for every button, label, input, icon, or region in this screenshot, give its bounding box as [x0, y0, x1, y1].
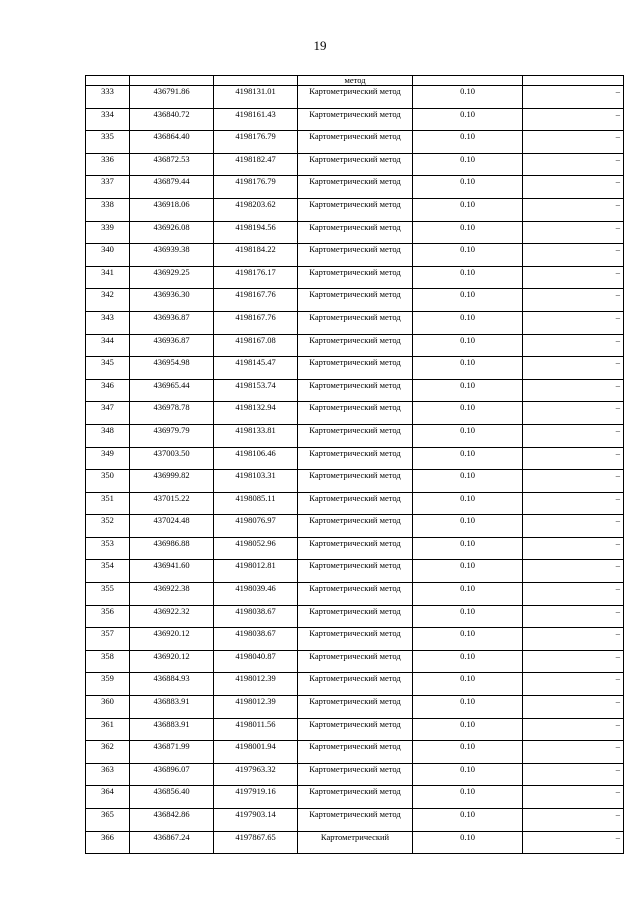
cell-description: – — [523, 221, 624, 244]
cell-y: 4198001.94 — [214, 741, 298, 764]
cell-accuracy: 0.10 — [413, 266, 523, 289]
cell-x: 436978.78 — [130, 402, 214, 425]
cell-x: 436920.12 — [130, 628, 214, 651]
cell-number: 349 — [86, 447, 130, 470]
cell-description: – — [523, 266, 624, 289]
cell-method: Картометрический метод — [298, 718, 413, 741]
cell-accuracy: 0.10 — [413, 131, 523, 154]
cell-y: 4198194.56 — [214, 221, 298, 244]
cell-x: 436840.72 — [130, 108, 214, 131]
cell-x: 436791.86 — [130, 86, 214, 109]
cell-description: – — [523, 424, 624, 447]
cell-method: Картометрический метод — [298, 470, 413, 493]
cell-description: – — [523, 289, 624, 312]
cell-x: 437024.48 — [130, 515, 214, 538]
cell-description: – — [523, 357, 624, 380]
cell-method: Картометрический метод — [298, 289, 413, 312]
cell-number: 350 — [86, 470, 130, 493]
cell-number: 353 — [86, 537, 130, 560]
cell-number: 360 — [86, 696, 130, 719]
table-row — [86, 402, 624, 425]
cell-y: 4198132.94 — [214, 402, 298, 425]
table-row — [86, 560, 624, 583]
cell-accuracy: 0.10 — [413, 515, 523, 538]
cell-accuracy: 0.10 — [413, 650, 523, 673]
cell-number: 337 — [86, 176, 130, 199]
cell-number: 361 — [86, 718, 130, 741]
cell-method: Картометрический метод — [298, 696, 413, 719]
cell-accuracy: 0.10 — [413, 357, 523, 380]
cell-number: 351 — [86, 492, 130, 515]
cell-accuracy: 0.10 — [413, 696, 523, 719]
cell-y: 4198103.31 — [214, 470, 298, 493]
cell-method: Картометрический метод — [298, 176, 413, 199]
cell-x: 436856.40 — [130, 786, 214, 809]
cell-x: 436939.38 — [130, 244, 214, 267]
cell-y: 4198038.67 — [214, 628, 298, 651]
cell-x: 436965.44 — [130, 379, 214, 402]
table-row — [86, 515, 624, 538]
cell-description: – — [523, 470, 624, 493]
table-row — [86, 718, 624, 741]
cell-x: 436926.08 — [130, 221, 214, 244]
cell-y: 4198167.76 — [214, 311, 298, 334]
table-row — [86, 763, 624, 786]
cell-number — [86, 76, 130, 86]
table-row — [86, 108, 624, 131]
cell-y: 4198011.56 — [214, 718, 298, 741]
cell-y: 4198106.46 — [214, 447, 298, 470]
table-row — [86, 831, 624, 854]
table-row — [86, 650, 624, 673]
table-row — [86, 673, 624, 696]
cell-y: 4198039.46 — [214, 583, 298, 606]
cell-description: – — [523, 673, 624, 696]
table-row — [86, 786, 624, 809]
continuation-row — [86, 76, 624, 86]
cell-y: 4198038.67 — [214, 605, 298, 628]
cell-description: – — [523, 605, 624, 628]
cell-method: Картометрический метод — [298, 628, 413, 651]
cell-number: 362 — [86, 741, 130, 764]
cell-method: Картометрический метод — [298, 379, 413, 402]
cell-accuracy: 0.10 — [413, 289, 523, 312]
cell-method: Картометрический метод — [298, 108, 413, 131]
cell-accuracy: 0.10 — [413, 244, 523, 267]
cell-y: 4197963.32 — [214, 763, 298, 786]
cell-number: 343 — [86, 311, 130, 334]
table-row — [86, 86, 624, 109]
cell-method: Картометрический метод — [298, 741, 413, 764]
cell-number: 346 — [86, 379, 130, 402]
cell-description: – — [523, 334, 624, 357]
cell-description: – — [523, 696, 624, 719]
table-row — [86, 176, 624, 199]
cell-x: 436936.30 — [130, 289, 214, 312]
cell-number: 366 — [86, 831, 130, 854]
cell-description: – — [523, 628, 624, 651]
cell-description: – — [523, 153, 624, 176]
cell-y: 4198012.39 — [214, 696, 298, 719]
coordinates-table — [85, 75, 624, 854]
cell-accuracy: 0.10 — [413, 86, 523, 109]
cell-number: 355 — [86, 583, 130, 606]
cell-x: 436999.82 — [130, 470, 214, 493]
cell-accuracy: 0.10 — [413, 741, 523, 764]
cell-method: Картометрический метод — [298, 650, 413, 673]
cell-description: – — [523, 379, 624, 402]
cell-description: – — [523, 402, 624, 425]
cell-accuracy: 0.10 — [413, 379, 523, 402]
cell-accuracy: 0.10 — [413, 673, 523, 696]
cell-description: – — [523, 244, 624, 267]
cell-x — [130, 76, 214, 86]
cell-number: 365 — [86, 809, 130, 832]
cell-description: – — [523, 108, 624, 131]
cell-description: – — [523, 515, 624, 538]
coordinates-table-body — [86, 76, 624, 854]
table-row — [86, 311, 624, 334]
cell-x: 436864.40 — [130, 131, 214, 154]
cell-y: 4198153.74 — [214, 379, 298, 402]
cell-y: 4198076.97 — [214, 515, 298, 538]
cell-y: 4198184.22 — [214, 244, 298, 267]
table-row — [86, 492, 624, 515]
table-row — [86, 605, 624, 628]
cell-accuracy: 0.10 — [413, 108, 523, 131]
cell-number: 335 — [86, 131, 130, 154]
table-row — [86, 131, 624, 154]
cell-method: Картометрический метод — [298, 424, 413, 447]
cell-y: 4197903.14 — [214, 809, 298, 832]
cell-accuracy: 0.10 — [413, 492, 523, 515]
cell-method: Картометрический метод — [298, 357, 413, 380]
cell-accuracy: 0.10 — [413, 153, 523, 176]
cell-accuracy: 0.10 — [413, 470, 523, 493]
table-row — [86, 244, 624, 267]
cell-accuracy: 0.10 — [413, 809, 523, 832]
cell-number: 340 — [86, 244, 130, 267]
cell-method: Картометрический метод — [298, 334, 413, 357]
cell-number: 333 — [86, 86, 130, 109]
cell-number: 344 — [86, 334, 130, 357]
cell-accuracy: 0.10 — [413, 786, 523, 809]
cell-description: – — [523, 763, 624, 786]
table-row — [86, 334, 624, 357]
cell-y: 4198085.11 — [214, 492, 298, 515]
cell-y: 4198131.01 — [214, 86, 298, 109]
table-row — [86, 809, 624, 832]
cell-method: Картометрический метод — [298, 86, 413, 109]
cell-method: Картометрический метод — [298, 786, 413, 809]
cell-number: 356 — [86, 605, 130, 628]
cell-x: 436918.06 — [130, 198, 214, 221]
cell-x: 436842.86 — [130, 809, 214, 832]
cell-description: – — [523, 176, 624, 199]
cell-method: Картометрический метод — [298, 605, 413, 628]
page-number: 19 — [313, 38, 327, 53]
table-row — [86, 583, 624, 606]
cell-number: 336 — [86, 153, 130, 176]
cell-description: – — [523, 741, 624, 764]
cell-accuracy: 0.10 — [413, 311, 523, 334]
cell-method: Картометрический метод — [298, 244, 413, 267]
cell-y: 4198203.62 — [214, 198, 298, 221]
cell-number: 357 — [86, 628, 130, 651]
cell-description: – — [523, 650, 624, 673]
cell-x: 436867.24 — [130, 831, 214, 854]
table-row — [86, 379, 624, 402]
cell-y: 4197867.65 — [214, 831, 298, 854]
table-row — [86, 470, 624, 493]
cell-x: 436920.12 — [130, 650, 214, 673]
cell-method: Картометрический метод — [298, 311, 413, 334]
cell-method: Картометрический метод — [298, 492, 413, 515]
cell-y: 4198012.81 — [214, 560, 298, 583]
cell-number: 363 — [86, 763, 130, 786]
cell-y: 4197919.16 — [214, 786, 298, 809]
cell-method: Картометрический метод — [298, 809, 413, 832]
cell-accuracy: 0.10 — [413, 334, 523, 357]
cell-y: 4198182.47 — [214, 153, 298, 176]
cell-accuracy: 0.10 — [413, 583, 523, 606]
cell-number: 334 — [86, 108, 130, 131]
cell-method: Картометрический метод — [298, 515, 413, 538]
cell-x: 436879.44 — [130, 176, 214, 199]
cell-description: – — [523, 583, 624, 606]
cell-description: – — [523, 447, 624, 470]
cell-x: 436986.88 — [130, 537, 214, 560]
cell-accuracy: 0.10 — [413, 176, 523, 199]
cell-x: 437015.22 — [130, 492, 214, 515]
cell-number: 339 — [86, 221, 130, 244]
cell-y: 4198161.43 — [214, 108, 298, 131]
cell-method: Картометрический метод — [298, 763, 413, 786]
cell-description: – — [523, 786, 624, 809]
cell-y: 4198167.08 — [214, 334, 298, 357]
cell-method: Картометрический метод — [298, 583, 413, 606]
cell-number: 345 — [86, 357, 130, 380]
table-row — [86, 696, 624, 719]
cell-method: Картометрический метод — [298, 153, 413, 176]
cell-number: 342 — [86, 289, 130, 312]
cell-y: 4198167.76 — [214, 289, 298, 312]
cell-accuracy: 0.10 — [413, 831, 523, 854]
cell-method: Картометрический метод — [298, 537, 413, 560]
table-row — [86, 266, 624, 289]
cell-accuracy: 0.10 — [413, 447, 523, 470]
cell-accuracy: 0.10 — [413, 628, 523, 651]
cell-x: 436896.07 — [130, 763, 214, 786]
table-row — [86, 153, 624, 176]
cell-y: 4198176.17 — [214, 266, 298, 289]
cell-x: 436929.25 — [130, 266, 214, 289]
cell-y: 4198012.39 — [214, 673, 298, 696]
cell-method: Картометрический метод — [298, 402, 413, 425]
cell-description: – — [523, 537, 624, 560]
cell-x: 436871.99 — [130, 741, 214, 764]
cell-number: 338 — [86, 198, 130, 221]
cell-accuracy: 0.10 — [413, 198, 523, 221]
cell-description: – — [523, 492, 624, 515]
cell-x: 436883.91 — [130, 718, 214, 741]
cell-description — [523, 76, 624, 86]
cell-x: 436954.98 — [130, 357, 214, 380]
cell-number: 348 — [86, 424, 130, 447]
table-row — [86, 289, 624, 312]
cell-x: 436936.87 — [130, 311, 214, 334]
cell-accuracy: 0.10 — [413, 763, 523, 786]
cell-accuracy: 0.10 — [413, 560, 523, 583]
cell-y: 4198133.81 — [214, 424, 298, 447]
cell-x: 436872.53 — [130, 153, 214, 176]
table-row — [86, 741, 624, 764]
table-row — [86, 537, 624, 560]
cell-x: 436884.93 — [130, 673, 214, 696]
cell-y: 4198145.47 — [214, 357, 298, 380]
cell-y: 4198176.79 — [214, 176, 298, 199]
cell-method: метод — [298, 76, 413, 86]
cell-method: Картометрический метод — [298, 560, 413, 583]
cell-accuracy: 0.10 — [413, 605, 523, 628]
cell-description: – — [523, 809, 624, 832]
cell-method: Картометрический — [298, 831, 413, 854]
cell-y — [214, 76, 298, 86]
cell-x: 436941.60 — [130, 560, 214, 583]
cell-method: Картометрический метод — [298, 221, 413, 244]
cell-description: – — [523, 131, 624, 154]
cell-description: – — [523, 311, 624, 334]
cell-accuracy: 0.10 — [413, 718, 523, 741]
cell-method: Картометрический метод — [298, 131, 413, 154]
cell-description: – — [523, 718, 624, 741]
cell-number: 347 — [86, 402, 130, 425]
cell-description: – — [523, 831, 624, 854]
cell-method: Картометрический метод — [298, 198, 413, 221]
cell-x: 436936.87 — [130, 334, 214, 357]
cell-accuracy: 0.10 — [413, 424, 523, 447]
cell-description: – — [523, 560, 624, 583]
cell-number: 364 — [86, 786, 130, 809]
table-row — [86, 198, 624, 221]
cell-method: Картометрический метод — [298, 673, 413, 696]
cell-number: 341 — [86, 266, 130, 289]
cell-x: 436883.91 — [130, 696, 214, 719]
cell-accuracy: 0.10 — [413, 402, 523, 425]
cell-method: Картометрический метод — [298, 447, 413, 470]
cell-number: 352 — [86, 515, 130, 538]
table-row — [86, 628, 624, 651]
cell-x: 436922.38 — [130, 583, 214, 606]
table-row — [86, 424, 624, 447]
cell-description: – — [523, 198, 624, 221]
cell-accuracy: 0.10 — [413, 537, 523, 560]
cell-x: 436922.32 — [130, 605, 214, 628]
cell-number: 358 — [86, 650, 130, 673]
cell-x: 436979.79 — [130, 424, 214, 447]
cell-number: 354 — [86, 560, 130, 583]
cell-number: 359 — [86, 673, 130, 696]
cell-method: Картометрический метод — [298, 266, 413, 289]
table-row — [86, 357, 624, 380]
cell-y: 4198052.96 — [214, 537, 298, 560]
cell-accuracy: 0.10 — [413, 221, 523, 244]
table-row — [86, 447, 624, 470]
cell-y: 4198040.87 — [214, 650, 298, 673]
cell-accuracy — [413, 76, 523, 86]
cell-y: 4198176.79 — [214, 131, 298, 154]
cell-x: 437003.50 — [130, 447, 214, 470]
cell-description: – — [523, 86, 624, 109]
table-row — [86, 221, 624, 244]
